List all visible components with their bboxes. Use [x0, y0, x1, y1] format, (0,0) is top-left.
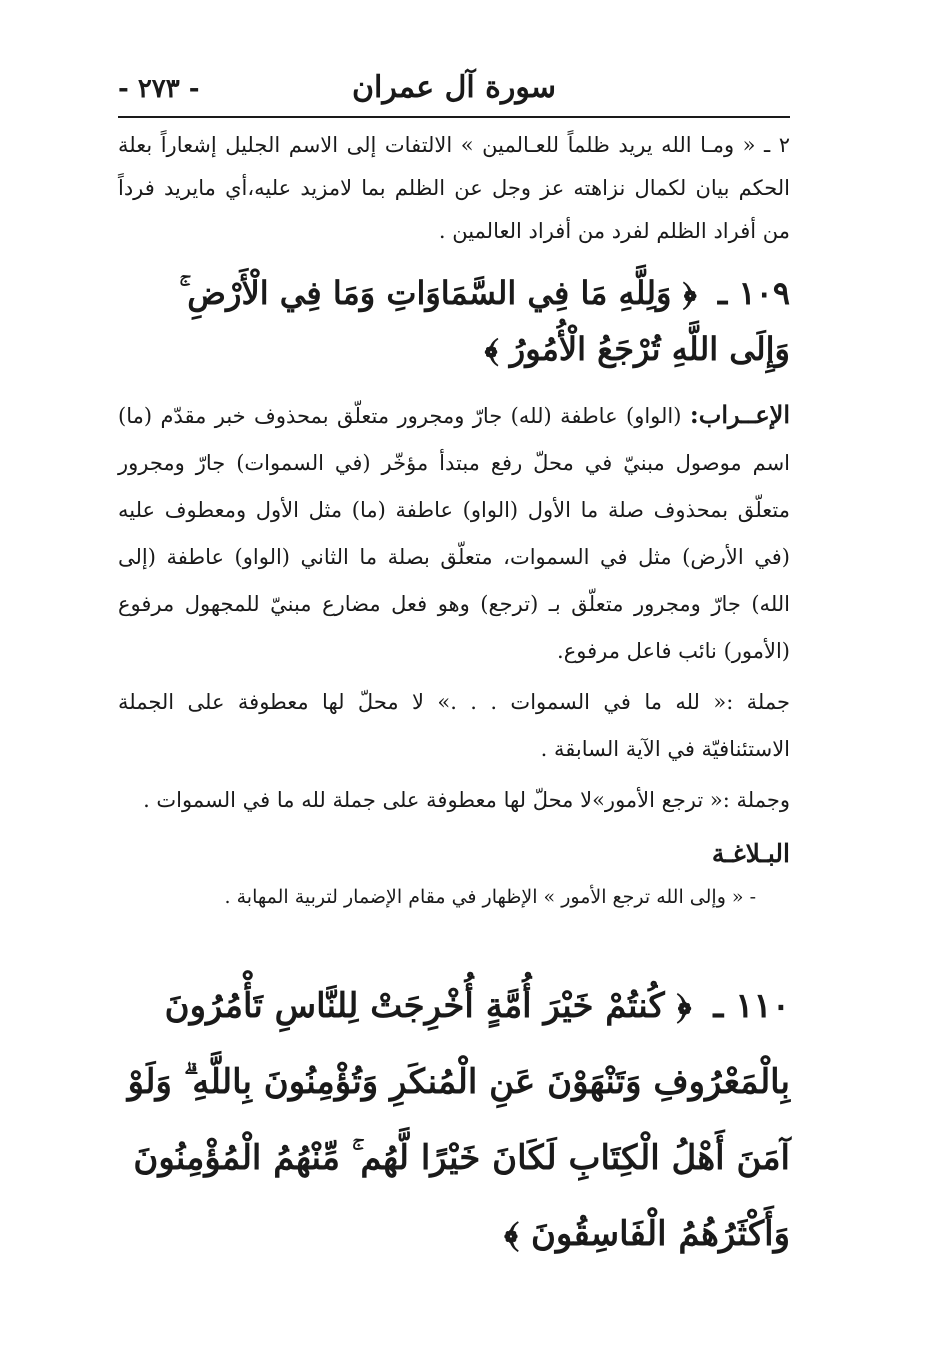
sentence-paragraph-1: جملة :« لله ما في السموات . . .» لا محلّ لها معطوفة على الجملة الاستئنافيّة في الآية السابقة . — [118, 690, 790, 761]
page-number: - ٢٧٣ - — [118, 74, 200, 104]
irab-label: الإعــراب: — [689, 400, 790, 429]
sentence-paragraph-2: وجملة :« ترجع الأمور»لا محلّ لها معطوفة على جملة لله ما في السموات . — [143, 788, 790, 812]
verse-text: ﴿ وَلِلَّهِ مَا فِي السَّمَاوَاتِ وَمَا فِي الْأَرْضِ ۚ وَإِلَى اللَّهِ تُرْجَعُ الْأُمُورُ ﴾ — [179, 274, 790, 368]
irab-text: (الواو) عاطفة (لله) جارّ ومجرور متعلّق بمحذوف خبر مقدّم (ما) اسم موصول مبنيّ في محلّ رفع مبتدأ مؤخّر (في السموات) جارّ ومجرور متعلّق بمحذوف صلة ما الأول (الواو) عاطفة (ما) مثل الأول ومعطوف عليه (في الأرض) مثل في السموات، متعلّق بصلة ما الثاني (الواو) عاطفة (إلى الله) جارّ ومجرور متعلّق بـ (ترجع) وهو فعل مضارع مبنيّ للمجهول مرفوع (الأمور) نائب فاعل مرفوع. — [118, 404, 790, 663]
verse-110 — [118, 968, 790, 1272]
verse-109 — [118, 265, 790, 377]
irab-paragraph — [118, 391, 790, 675]
header-divider — [118, 116, 790, 118]
page-body — [118, 124, 790, 1272]
verse-number: ١٠٩ ـ — [717, 274, 790, 312]
balagha-heading: البـلاغـة — [711, 839, 790, 868]
surah-title: سورة آل عمران — [351, 70, 557, 105]
verse-text: ﴿ كُنتُمْ خَيْرَ أُمَّةٍ أُخْرِجَتْ لِلنَّاسِ تَأْمُرُونَ بِالْمَعْرُوفِ وَتَنْهَوْنَ عَنِ الْمُنكَرِ وَتُؤْمِنُونَ بِاللَّهِ ۗ وَلَوْ آمَنَ أَهْلُ الْكِتَابِ لَكَانَ خَيْرًا لَّهُم ۚ مِّنْهُمُ الْمُؤْمِنُونَ وَأَكْثَرُهُمُ الْفَاسِقُونَ ﴾ — [127, 986, 790, 1254]
balagha-item: - « وإلى الله ترجع الأمور » الإظهار في مقام الإضمار لتربية المهابة . — [224, 886, 756, 908]
page-header — [118, 62, 790, 108]
verse-number: ١١٠ ـ — [713, 986, 790, 1026]
footnote-paragraph: ٢ ـ « ومـا الله يريد ظلماً للعـالمين » الالتفات إلى الاسم الجليل إشعاراً بعلة الحكم بيان لكمال نزاهته عز وجل عن الظلم بما لامزيد عليه،أي مايريد فرداً من أفراد الظلم لفرد من أفراد العالمين . — [118, 133, 790, 243]
